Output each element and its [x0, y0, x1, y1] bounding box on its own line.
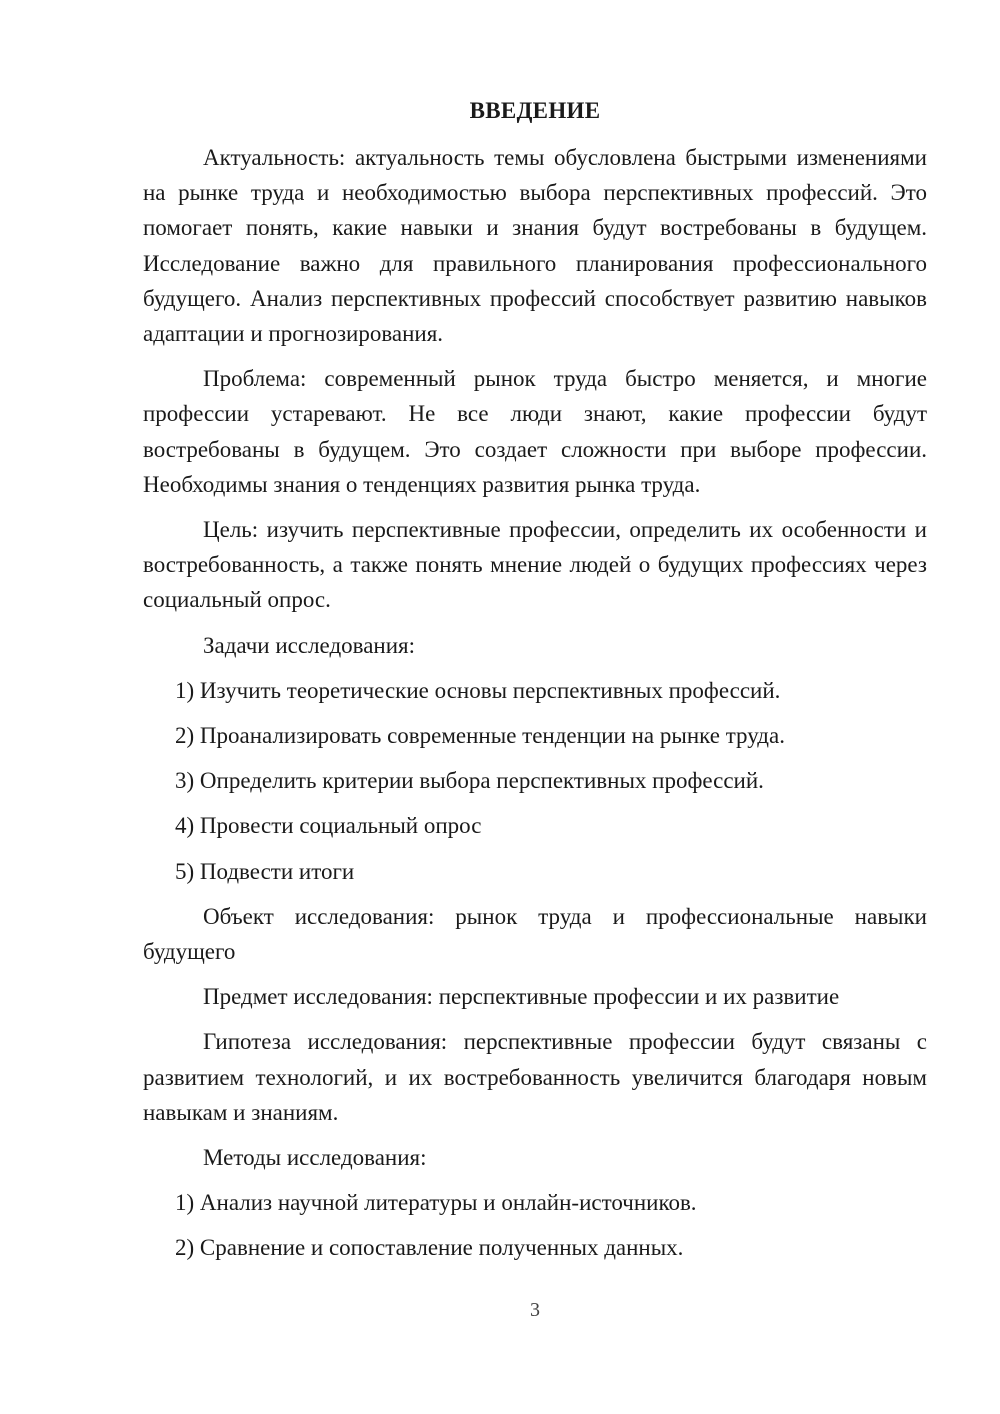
- task-item-3: 3) Определить критерии выбора перспективных профессий.: [175, 768, 764, 794]
- methods-title: Методы исследования:: [203, 1145, 427, 1171]
- subject-paragraph: Предмет исследования: перспективные профессии и их развитие: [203, 984, 840, 1010]
- hypothesis-paragraph: Гипотеза исследования: перспективные профессии будут связаны с развитием технологий, и их востребованность увеличится благодаря новым навыкам и знаниям.: [143, 1029, 927, 1125]
- task-item-5: 5) Подвести итоги: [175, 858, 355, 884]
- page-content: [143, 96, 927, 1276]
- tasks-title: Задачи исследования:: [203, 632, 416, 658]
- relevance-paragraph: Актуальность: актуальность темы обусловлена быстрыми изменениями на рынке труда и необходимостью выбора перспективных профессий. Это помогает понять, какие навыки и знания будут востребованы в будущем. Исследование важно для правильного планирования профессионального будущего. Анализ перспективных профессий способствует развитию навыков адаптации и прогнозирования.: [143, 145, 927, 347]
- object-paragraph: Объект исследования: рынок труда и профессиональные навыки будущего: [143, 903, 927, 965]
- method-item-1: 1) Анализ научной литературы и онлайн-источников.: [175, 1190, 697, 1216]
- section-heading: ВВЕДЕНИЕ: [469, 98, 601, 123]
- task-item-2: 2) Проанализировать современные тенденции на рынке труда.: [175, 723, 785, 749]
- task-item-1: 1) Изучить теоретические основы перспективных профессий.: [175, 677, 781, 703]
- page-number: 3: [530, 1299, 540, 1321]
- problem-paragraph: Проблема: современный рынок труда быстро меняется, и многие профессии устаревают. Не все люди знают, какие профессии будут востребованы в будущем. Это создает сложности при выборе профессии. Необходимы знания о тенденциях развития рынка труда.: [143, 366, 927, 497]
- task-item-4: 4) Провести социальный опрос: [175, 813, 482, 839]
- method-item-2: 2) Сравнение и сопоставление полученных данных.: [175, 1235, 684, 1261]
- goal-paragraph: Цель: изучить перспективные профессии, определить их особенности и востребованность, а также понять мнение людей о будущих профессиях через социальный опрос.: [143, 517, 927, 613]
